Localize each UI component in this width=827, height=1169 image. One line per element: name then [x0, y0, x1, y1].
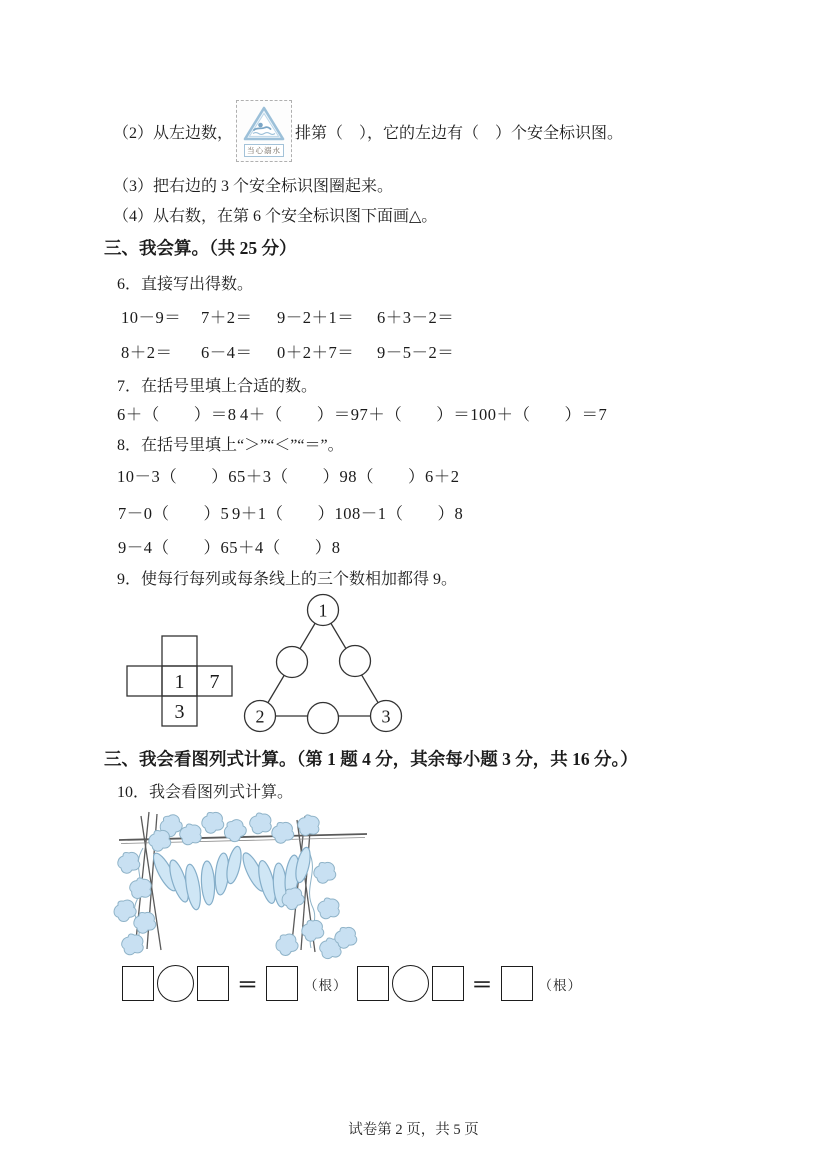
- item-2-text-before: （2）从左边数，: [113, 124, 234, 142]
- q6-expr: 9－5－2＝: [377, 343, 455, 362]
- item-4-line: （4）从右数，在第 6 个安全标识图下面画△。: [113, 208, 438, 225]
- q7-expr: 0＋（ ）＝7: [487, 405, 608, 424]
- q8-expr: 7－0（ ）5: [118, 504, 230, 523]
- q6-title: 6．直接写出得数。: [117, 276, 254, 293]
- equals-sign: ＝: [237, 972, 258, 997]
- q8-expr: 8－1（ ）8: [352, 504, 464, 523]
- q6-row-2: [121, 339, 454, 363]
- drowning-warning-icon: [242, 105, 286, 143]
- cross-bottom-value: 3: [174, 701, 185, 723]
- q6-expr: 6－4＝: [201, 343, 253, 362]
- q8-expr: 10－3（ ）6: [117, 467, 237, 486]
- item-2-text-after: 排第（ ），它的左边有（ ）个安全标识图。: [295, 124, 624, 142]
- q6-expr: 10－9＝: [121, 308, 182, 327]
- operand-box: [197, 966, 229, 1001]
- operand-box: [122, 966, 154, 1001]
- answer-box: [266, 966, 298, 1001]
- q8-row-1: [117, 463, 460, 487]
- q9-title: 9．使每行每列或每条线上的三个数相加都得 9。: [117, 571, 458, 588]
- operator-circle: [157, 965, 194, 1002]
- bean-trellis-illustration: [113, 810, 378, 960]
- q8-expr: 9＋1（ ）10: [232, 504, 352, 523]
- q6-expr: 9－2＋1＝: [277, 308, 355, 327]
- operand-box: [357, 966, 389, 1001]
- triangle-bottom-left-value: 2: [255, 706, 265, 727]
- q8-row-2: [118, 500, 463, 524]
- item-2-line: [113, 98, 623, 164]
- answer-box: [501, 966, 533, 1001]
- q6-expr: 7＋2＝: [201, 308, 253, 327]
- section-4-title: 三、我会看图列式计算。（第 1 题 4 分，其余每小题 3 分，共 16 分。）: [104, 749, 638, 769]
- bean-group-left: [149, 845, 243, 911]
- page-footer: 试卷第 2 页，共 5 页: [348, 1122, 479, 1138]
- section-3-title: 三、我会算。（共 25 分）: [104, 238, 297, 258]
- item-3-line: （3）把右边的 3 个安全标识图圈起来。: [113, 178, 394, 195]
- q6-expr: 6＋3－2＝: [377, 308, 455, 327]
- warning-sign-label: 当心溺水: [244, 144, 284, 157]
- q8-expr: 9－4（ ）6: [118, 538, 230, 557]
- q6-row-1: [121, 304, 454, 328]
- q8-row-3: [118, 534, 341, 558]
- q7-title: 7．在括号里填上合适的数。: [117, 378, 318, 395]
- q7-expr: 6＋（ ）＝8: [117, 405, 237, 424]
- cross-right-value: 7: [209, 671, 220, 693]
- equation-row: [122, 965, 582, 1002]
- triangle-top-value: 1: [318, 600, 328, 621]
- triangle-figure: [233, 587, 403, 737]
- q7-row: [117, 401, 607, 425]
- triangle-bottom-right-value: 3: [381, 706, 391, 727]
- q8-expr: 5＋3（ ）9: [237, 467, 349, 486]
- unit-label: （根）: [304, 977, 348, 993]
- operand-box: [432, 966, 464, 1001]
- equals-sign: ＝: [471, 972, 493, 997]
- q8-title: 8．在括号里填上“＞”“＜”“＝”。: [117, 437, 344, 454]
- q8-expr: 8（ ）6＋2: [348, 467, 460, 486]
- q8-expr: 5＋4（ ）8: [229, 538, 341, 557]
- operator-circle: [392, 965, 429, 1002]
- q7-expr: 7＋（ ）＝10: [359, 405, 488, 424]
- q10-title: 10．我会看图列式计算。: [117, 784, 294, 801]
- q7-expr: 4＋（ ）＝9: [240, 405, 360, 424]
- q6-expr: 0＋2＋7＝: [277, 343, 355, 362]
- cross-figure: [126, 635, 234, 730]
- warning-sign: [236, 100, 292, 162]
- cross-center-value: 1: [174, 671, 185, 693]
- trellis-leaves: [113, 812, 357, 960]
- q6-expr: 8＋2＝: [121, 343, 173, 362]
- unit-label: （根）: [538, 977, 582, 993]
